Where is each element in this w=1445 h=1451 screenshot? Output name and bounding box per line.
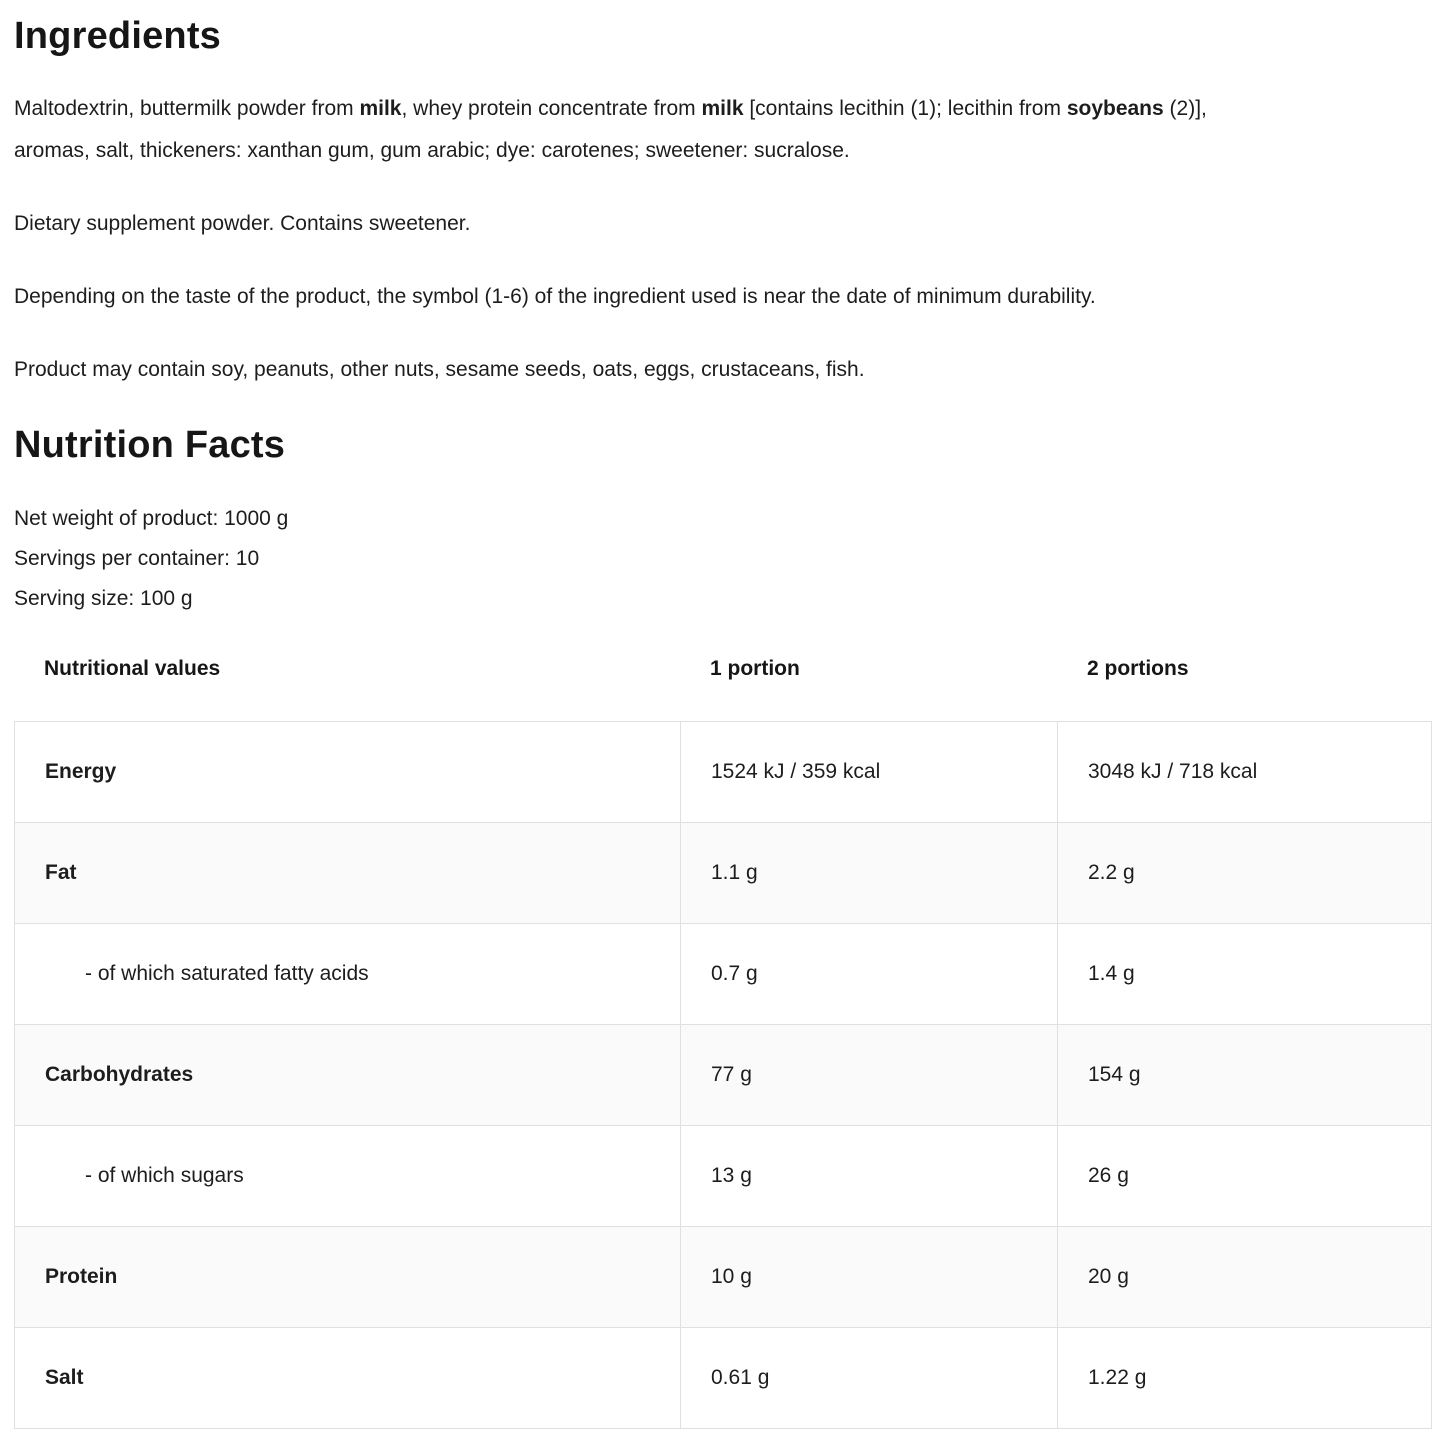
nutrition-table-row — [15, 924, 1432, 1025]
product-details-section — [14, 14, 1431, 1429]
net-weight-line: Net weight of product: 1000 g — [14, 507, 289, 530]
portion-1-value: 77 g — [681, 1025, 1058, 1126]
nutrient-label: Fat — [15, 823, 681, 924]
nutrition-table-row — [15, 1227, 1432, 1328]
nutrition-table-row — [15, 1126, 1432, 1227]
taste-symbol-paragraph: Depending on the taste of the product, the symbol (1-6) of the ingredient used is near the date of minimum durability. — [14, 285, 1096, 308]
column-header-1-portion: 1 portion — [710, 657, 800, 680]
nutrient-label: Protein — [15, 1227, 681, 1328]
supplement-type-paragraph: Dietary supplement powder. Contains sweetener. — [14, 212, 471, 235]
nutrient-label: Energy — [15, 722, 681, 823]
portion-2-value: 3048 kJ / 718 kcal — [1058, 722, 1432, 823]
allergen-emphasis: soybeans — [1066, 97, 1164, 120]
portion-1-value: 10 g — [681, 1227, 1058, 1328]
allergen-emphasis: milk — [359, 97, 402, 120]
portion-2-value: 26 g — [1058, 1126, 1432, 1227]
allergen-emphasis: milk — [701, 97, 744, 120]
nutrition-table-row — [15, 1025, 1432, 1126]
serving-size-line: Serving size: 100 g — [14, 587, 193, 610]
nutrition-meta — [14, 499, 1431, 619]
servings-per-container-line: Servings per container: 10 — [14, 547, 260, 570]
nutrition-facts-heading: Nutrition Facts — [14, 424, 286, 466]
column-header-nutritional-values: Nutritional values — [44, 657, 221, 680]
portion-2-value: 1.4 g — [1058, 924, 1432, 1025]
portion-2-value: 1.22 g — [1058, 1328, 1432, 1429]
portion-1-value: 1524 kJ / 359 kcal — [681, 722, 1058, 823]
nutrient-label: - of which sugars — [15, 1126, 681, 1227]
ingredients-paragraphs — [14, 88, 1431, 391]
column-header-2-portions: 2 portions — [1087, 657, 1189, 680]
nutrition-table-row — [15, 823, 1432, 924]
portion-2-value: 20 g — [1058, 1227, 1432, 1328]
nutrition-table-header — [14, 649, 1431, 689]
portion-1-value: 1.1 g — [681, 823, 1058, 924]
portion-1-value: 13 g — [681, 1126, 1058, 1227]
portion-1-value: 0.61 g — [681, 1328, 1058, 1429]
portion-2-value: 154 g — [1058, 1025, 1432, 1126]
nutrition-table-row — [15, 722, 1432, 823]
nutrition-table-row — [15, 1328, 1432, 1429]
portion-1-value: 0.7 g — [681, 924, 1058, 1025]
nutrient-label: Carbohydrates — [15, 1025, 681, 1126]
ingredients-heading: Ingredients — [14, 15, 222, 57]
nutrition-table — [14, 721, 1432, 1429]
allergen-warning-paragraph: Product may contain soy, peanuts, other nuts, sesame seeds, oats, eggs, crustaceans, fish. — [14, 358, 865, 381]
nutrient-label: Salt — [15, 1328, 681, 1429]
ingredients-composition-paragraph: Maltodextrin, buttermilk powder from milk, whey protein concentrate from milk [contains lecithin (1); lecithin from soybeans (2)], aromas, salt, thickeners: xanthan gum, gum arabic; dye: carotenes; sweetener: sucralose. — [14, 97, 1207, 162]
portion-2-value: 2.2 g — [1058, 823, 1432, 924]
nutrient-label: - of which saturated fatty acids — [15, 924, 681, 1025]
